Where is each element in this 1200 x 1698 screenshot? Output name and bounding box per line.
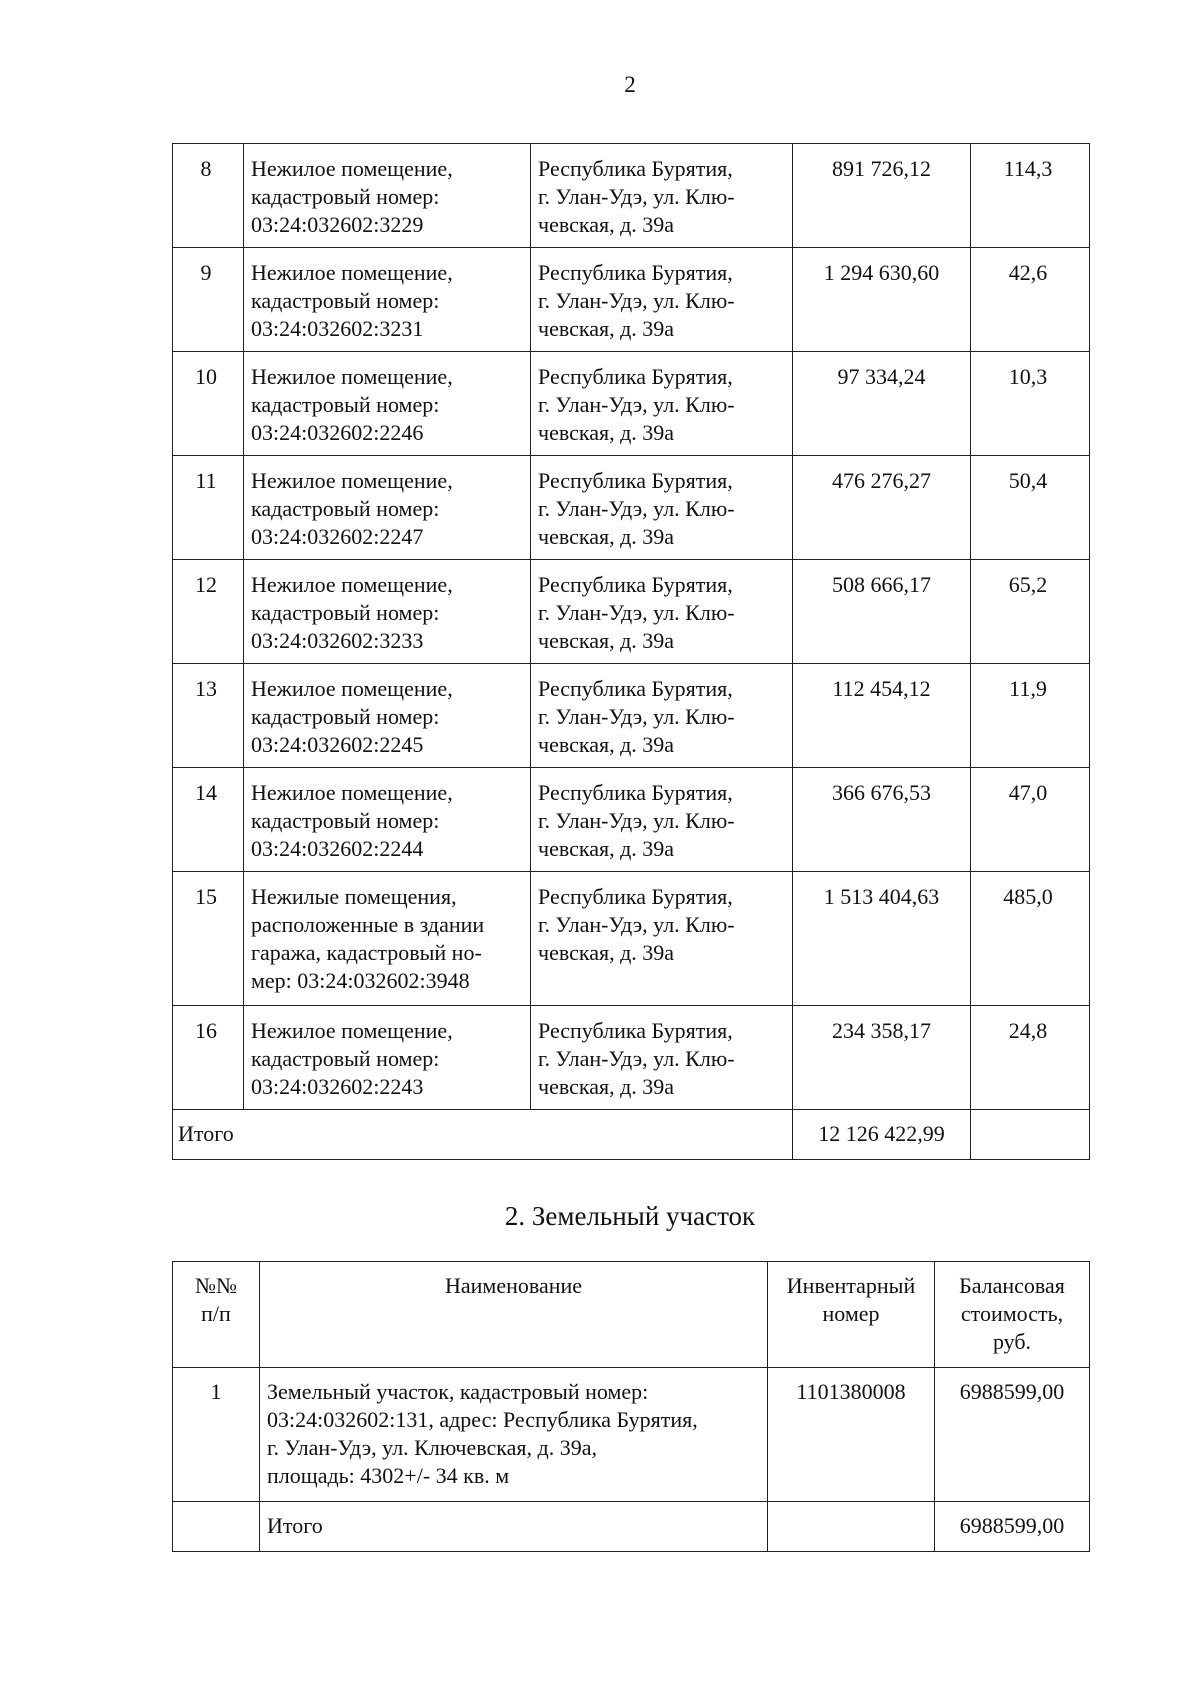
row-name [244,768,531,872]
section-title: 2. Земельный участок [504,1201,756,1231]
row-name-line: кадастровый номер: [251,704,440,729]
row-address-line: Республика Бурятия, [538,1018,733,1043]
row-name-line: гаража, кадастровый но- [251,940,482,965]
row-name-line: кадастровый номер: [251,184,440,209]
row-name-line: 03:24:032602:2243 [251,1074,424,1099]
row-name-line: Нежилое помещение, [251,156,453,181]
row-name-line: Земельный участок, кадастровый номер: [267,1379,649,1404]
row-address-line: чевская, д. 39а [538,1074,675,1099]
row-address-line: чевская, д. 39а [538,628,675,653]
row-name-line: г. Улан-Удэ, ул. Ключевская, д. 39а, [267,1435,597,1460]
row-number: 11 [173,456,244,560]
header-inventory-line: номер [822,1301,880,1326]
row-value: 112 454,12 [793,664,971,768]
row-name [244,456,531,560]
row-address-line: Республика Бурятия, [538,780,733,805]
row-address-line: Республика Бурятия, [538,364,733,389]
row-number: 12 [173,560,244,664]
row-area: 65,2 [971,560,1090,664]
header-balance-line: Балансовая [959,1273,1065,1298]
row-name [244,248,531,352]
row-name-line: Нежилое помещение, [251,468,453,493]
row-value: 1 294 630,60 [793,248,971,352]
row-address-line: чевская, д. 39а [538,940,675,965]
row-name-line: 03:24:032602:3229 [251,212,424,237]
row-value: 366 676,53 [793,768,971,872]
row-value: 891 726,12 [793,144,971,248]
total-value: 6988599,00 [935,1502,1090,1552]
row-name-line: Нежилое помещение, [251,1018,453,1043]
row-name-line: Нежилое помещение, [251,572,453,597]
table-row [173,872,1090,1006]
total-empty-cell [173,1502,260,1552]
total-empty-cell [971,1110,1090,1160]
row-area: 42,6 [971,248,1090,352]
row-value: 508 666,17 [793,560,971,664]
row-address-line: г. Улан-Удэ, ул. Клю- [538,1046,735,1071]
row-address [531,352,793,456]
row-inventory: 1101380008 [768,1368,935,1502]
row-address [531,144,793,248]
header-balance-line: стоимость, [960,1301,1064,1326]
row-number: 14 [173,768,244,872]
row-name-line: Нежилое помещение, [251,780,453,805]
row-address-line: Республика Бурятия, [538,468,733,493]
table-row [173,352,1090,456]
row-address-line: Республика Бурятия, [538,260,733,285]
row-name-line: кадастровый номер: [251,496,440,521]
row-address-line: Республика Бурятия, [538,156,733,181]
table-header-row [173,1262,1090,1368]
header-name-text: Наименование [444,1273,583,1298]
row-value: 1 513 404,63 [793,872,971,1006]
row-name-line: 03:24:032602:2247 [251,524,424,549]
header-num-line: №№ [195,1273,237,1298]
row-name [244,352,531,456]
header-balance [935,1262,1090,1368]
row-name-line: кадастровый номер: [251,288,440,313]
row-name [244,872,531,1006]
row-value: 234 358,17 [793,1006,971,1110]
row-area: 485,0 [971,872,1090,1006]
row-name [244,1006,531,1110]
row-name-line: расположенные в здании [251,912,485,937]
row-address [531,560,793,664]
row-address-line: г. Улан-Удэ, ул. Клю- [538,808,735,833]
total-value: 12 126 422,99 [793,1110,971,1160]
row-name [244,144,531,248]
row-number: 15 [173,872,244,1006]
row-name [244,664,531,768]
row-name-line: кадастровый номер: [251,392,440,417]
row-name [244,560,531,664]
row-area: 11,9 [971,664,1090,768]
row-name-line: 03:24:032602:2244 [251,836,424,861]
row-address [531,248,793,352]
row-address [531,664,793,768]
row-number: 13 [173,664,244,768]
row-area: 47,0 [971,768,1090,872]
row-address-line: чевская, д. 39а [538,420,675,445]
table-row [173,144,1090,248]
row-value: 476 276,27 [793,456,971,560]
row-address-line: г. Улан-Удэ, ул. Клю- [538,288,735,313]
row-name-line: Нежилое помещение, [251,364,453,389]
row-name-line: Нежилое помещение, [251,260,453,285]
row-num: 1 [173,1368,260,1502]
row-address [531,456,793,560]
row-name-line: Нежилое помещение, [251,676,453,701]
row-address-line: чевская, д. 39а [538,524,675,549]
row-value: 97 334,24 [793,352,971,456]
row-address-line: Республика Бурятия, [538,572,733,597]
row-address-line: г. Улан-Удэ, ул. Клю- [538,496,735,521]
header-inventory [768,1262,935,1368]
table-row [173,248,1090,352]
row-area: 114,3 [971,144,1090,248]
row-name-line: кадастровый номер: [251,1046,440,1071]
row-number: 16 [173,1006,244,1110]
row-area: 10,3 [971,352,1090,456]
table-row [173,1368,1090,1502]
row-number: 9 [173,248,244,352]
table-row [173,768,1090,872]
total-row [173,1502,1090,1552]
row-address-line: г. Улан-Удэ, ул. Клю- [538,392,735,417]
table-row [173,1006,1090,1110]
header-num-line: п/п [201,1301,231,1326]
header-num [173,1262,260,1368]
row-name-line: 03:24:032602:2245 [251,732,424,757]
land-plot-table [172,1261,1090,1552]
row-name-line: 03:24:032602:3231 [251,316,424,341]
row-address-line: чевская, д. 39а [538,316,675,341]
row-number: 10 [173,352,244,456]
row-area: 24,8 [971,1006,1090,1110]
table-row [173,560,1090,664]
total-label: Итого [173,1110,793,1160]
row-address [531,768,793,872]
page-number: 2 [624,72,636,97]
total-row [173,1110,1090,1160]
row-name-line: кадастровый номер: [251,808,440,833]
row-area: 50,4 [971,456,1090,560]
row-balance: 6988599,00 [935,1368,1090,1502]
row-name [260,1368,768,1502]
row-address-line: чевская, д. 39а [538,836,675,861]
total-label: Итого [260,1502,768,1552]
header-inventory-line: Инвентарный [786,1273,916,1298]
property-table [172,143,1090,1160]
row-name-line: 03:24:032602:2246 [251,420,424,445]
row-address-line: г. Улан-Удэ, ул. Клю- [538,704,735,729]
table-row [173,456,1090,560]
row-address-line: Республика Бурятия, [538,884,733,909]
row-name-line: площадь: 4302+/- 34 кв. м [267,1463,510,1488]
row-address-line: г. Улан-Удэ, ул. Клю- [538,912,735,937]
row-address-line: г. Улан-Удэ, ул. Клю- [538,600,735,625]
header-balance-line: руб. [992,1329,1032,1354]
row-name-line: кадастровый номер: [251,600,440,625]
row-address-line: чевская, д. 39а [538,212,675,237]
row-number: 8 [173,144,244,248]
row-address-line: г. Улан-Удэ, ул. Клю- [538,184,735,209]
row-name-line: 03:24:032602:131, адрес: Республика Бурятия, [267,1407,698,1432]
row-name-line: 03:24:032602:3233 [251,628,424,653]
row-address [531,872,793,1006]
row-name-line: мер: 03:24:032602:3948 [251,968,470,993]
row-address-line: чевская, д. 39а [538,732,675,757]
total-empty-cell [768,1502,935,1552]
row-name-line: Нежилые помещения, [251,884,457,909]
row-address [531,1006,793,1110]
header-name [260,1262,768,1368]
row-address-line: Республика Бурятия, [538,676,733,701]
table-row [173,664,1090,768]
